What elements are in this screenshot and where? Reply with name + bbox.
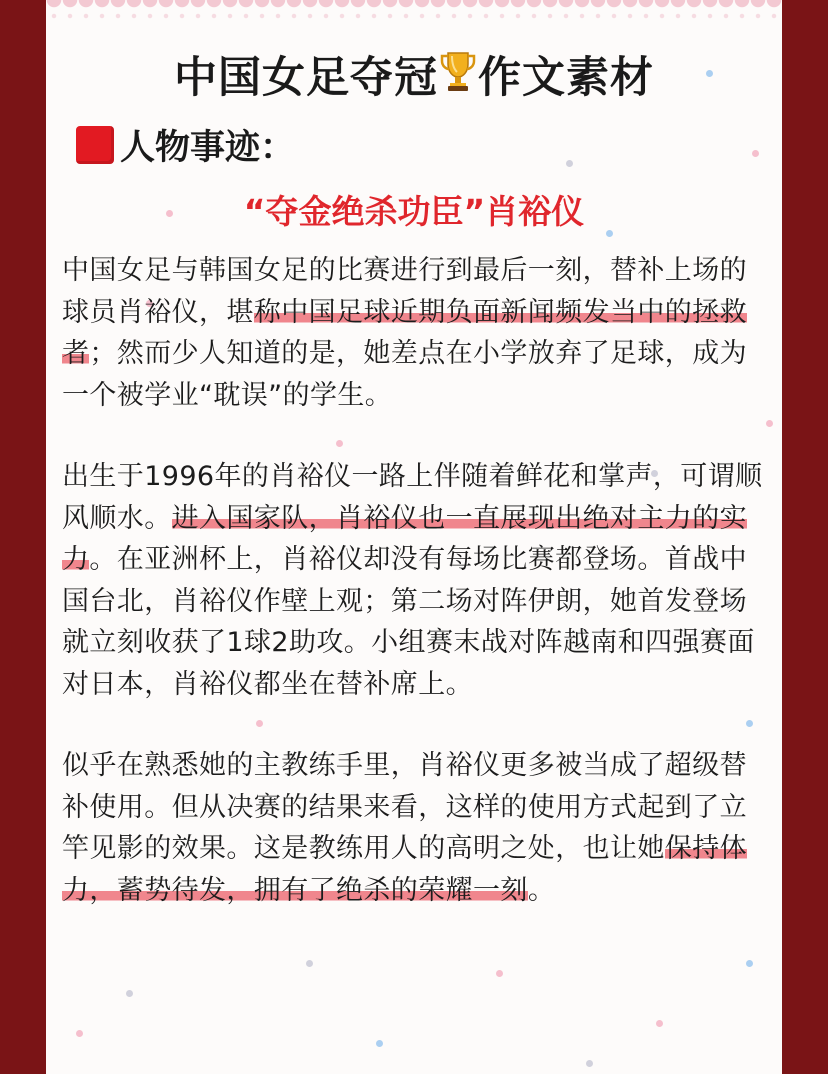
confetti-dot — [496, 970, 503, 977]
confetti-dot — [746, 720, 753, 727]
paragraph-text: 中国女足与韩国女足的比赛进行到最后一刻，替补上场的球员肖裕仪，堪 — [62, 255, 747, 328]
confetti-dot — [586, 1060, 593, 1067]
paragraph-text: ；然而少人知道的是，她差点在小学放弃了足球，成为一个被学业“耽误”的学生。 — [62, 338, 748, 411]
confetti-dot — [752, 150, 759, 157]
paragraph-text: 似乎在熟悉她的主教练手里，肖裕仪更多被当成了超级替补使用。但从决赛的结果来看，这样的使用方式起到了立竿见影的效果。这是教练用人的高明之处，也让她 — [62, 750, 747, 864]
title-text-after: 作文素材 — [478, 53, 654, 103]
paragraph-3 — [62, 745, 774, 911]
document-page — [46, 0, 782, 1074]
confetti-dot — [566, 160, 573, 167]
title-text-before: 中国女足夺冠 — [174, 53, 438, 103]
section-label: 人物事迹： — [120, 128, 296, 168]
highlighted-text: 称中国足球近期负面新闻频发当中的拯救者 — [62, 296, 748, 369]
confetti-dot — [126, 990, 133, 997]
confetti-dot — [656, 1020, 663, 1027]
trophy-icon — [440, 50, 476, 103]
article-subtitle: “夺金绝杀功臣”肖裕仪 — [243, 192, 585, 231]
confetti-dot — [746, 960, 753, 967]
paragraph-2 — [62, 456, 774, 705]
page-title — [46, 44, 782, 107]
paragraph-text: 出生于1996年的肖裕仪一路上伴随着鲜花和掌声，可谓顺风顺水。 — [62, 461, 763, 534]
section-heading — [76, 122, 295, 168]
paragraph-1 — [62, 250, 774, 416]
confetti-dot — [76, 1030, 83, 1037]
paragraph-text: 。在亚洲杯上，肖裕仪却没有每场比赛都登场。首战中国台北，肖裕仪作壁上观；第二场对阵伊朗，她首发登场就立刻收获了1球2助攻。小组赛末战对阵越南和四强赛面对日本，肖裕仪都坐在替补席上。 — [62, 544, 755, 700]
confetti-dot — [376, 1040, 383, 1047]
confetti-dot — [256, 720, 263, 727]
red-square-icon — [76, 126, 114, 164]
confetti-dot — [766, 420, 773, 427]
highlighted-text: 进入国家队，肖裕仪也一直展现出绝对主力的实力 — [62, 502, 748, 575]
confetti-dot — [336, 440, 343, 447]
highlighted-text: 保持体力，蓄势待发，拥有了绝杀的荣耀一刻 — [62, 833, 748, 906]
confetti-dot — [306, 960, 313, 967]
paragraph-text: 。 — [527, 874, 556, 906]
